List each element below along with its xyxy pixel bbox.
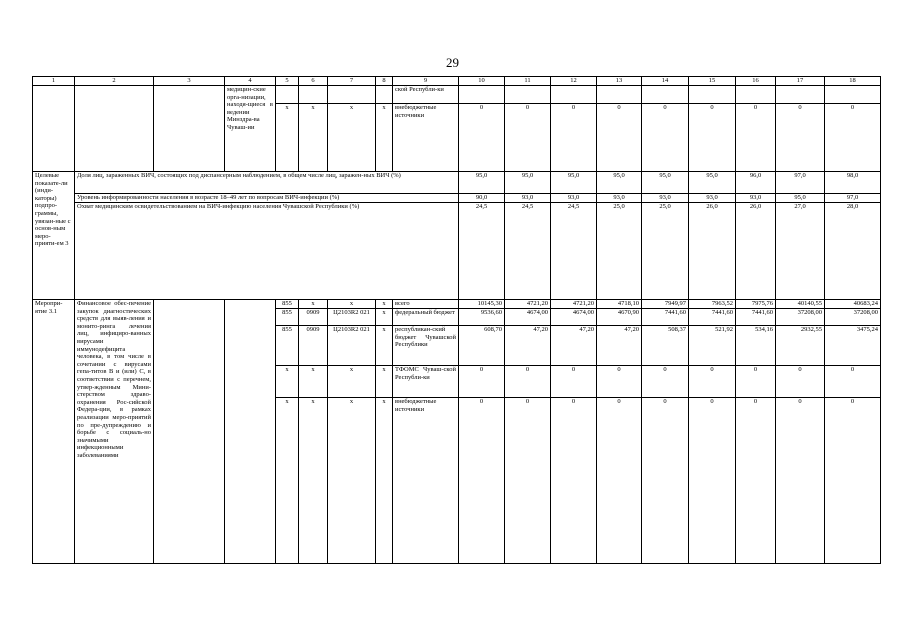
column-number-2: 2 — [75, 77, 154, 86]
value-cell: 0 — [505, 104, 551, 172]
value-cell: 47,20 — [505, 326, 551, 366]
value-cell: 0 — [825, 398, 881, 564]
col6-cell: x — [299, 398, 328, 564]
value-cell: 4721,20 — [551, 300, 597, 309]
value-cell: 0 — [736, 398, 776, 564]
value-cell: 0 — [689, 398, 736, 564]
value-cell: 26,0 — [736, 203, 776, 300]
value-cell: 95,0 — [551, 172, 597, 194]
funding-source: всего — [393, 300, 459, 309]
value-cell: 40683,24 — [825, 300, 881, 309]
value-cell: 0 — [825, 104, 881, 172]
indicator-text: Охват медицинским освидетельствованием на ВИЧ-инфекцию населения Чувашской Республики (%) — [75, 203, 459, 300]
measure-label: Меропри-ятие 3.1 — [33, 300, 75, 564]
col5-cell: x — [276, 398, 299, 564]
value-cell: 95,0 — [776, 194, 825, 203]
col5-cell: 855 — [276, 309, 299, 326]
column-number-5: 5 — [276, 77, 299, 86]
column-number-4: 4 — [225, 77, 276, 86]
indicator-text: Уровень информированности населения в возрасте 18–49 лет по вопросам ВИЧ-инфекции (%) — [75, 194, 459, 203]
value-cell: 508,37 — [642, 326, 689, 366]
value-cell: 90,0 — [459, 194, 505, 203]
funding-source: республикан-ский бюджет Чувашской Республики — [393, 326, 459, 366]
value-cell: 0 — [776, 104, 825, 172]
col5-cell: 855 — [276, 326, 299, 366]
value-cell: 93,0 — [597, 194, 642, 203]
col7-cell: Ц2103R2 021 — [328, 309, 376, 326]
organization-cell: медицин-ские орга-низации, находя-щиеся в ведении Минздра-ва Чуваш-ии — [225, 86, 276, 172]
column-number-16: 16 — [736, 77, 776, 86]
value-cell: 3475,24 — [825, 326, 881, 366]
value-cell: 9536,60 — [459, 309, 505, 326]
col8-cell: x — [376, 398, 393, 564]
col5-cell: x — [276, 104, 299, 172]
funding-source: ской Республи-ки — [393, 86, 459, 104]
col8-cell: x — [376, 326, 393, 366]
value-cell: 4670,90 — [597, 309, 642, 326]
funding-source: внебюджетные источники — [393, 104, 459, 172]
value-cell: 0 — [597, 366, 642, 398]
value-cell: 0 — [459, 104, 505, 172]
value-cell: 24,5 — [551, 203, 597, 300]
indicators-label: Целевые показате-ли (инди-каторы) подпро-граммы, увязан-ные с основ-ным меро-прияти-ем 3 — [33, 172, 75, 300]
column-number-11: 11 — [505, 77, 551, 86]
col6-cell: x — [299, 300, 328, 309]
value-cell: 0 — [551, 398, 597, 564]
value-cell: 7963,52 — [689, 300, 736, 309]
value-cell: 0 — [776, 366, 825, 398]
value-cell: 0 — [776, 398, 825, 564]
value-cell: 93,0 — [505, 194, 551, 203]
column-number-8: 8 — [376, 77, 393, 86]
value-cell: 0 — [505, 366, 551, 398]
value-cell: 95,0 — [689, 172, 736, 194]
column-number-15: 15 — [689, 77, 736, 86]
value-cell: 7441,60 — [736, 309, 776, 326]
col7-cell: x — [328, 366, 376, 398]
value-cell: 24,5 — [459, 203, 505, 300]
header-row — [33, 77, 881, 86]
value-cell: 98,0 — [825, 172, 881, 194]
value-cell: 10145,30 — [459, 300, 505, 309]
col5-cell: 855 — [276, 300, 299, 309]
value-cell: 0 — [597, 104, 642, 172]
column-number-1: 1 — [33, 77, 75, 86]
column-number-10: 10 — [459, 77, 505, 86]
value-cell: 7975,76 — [736, 300, 776, 309]
value-cell: 95,0 — [505, 172, 551, 194]
value-cell: 95,0 — [642, 172, 689, 194]
value-cell: 0 — [551, 104, 597, 172]
measure-row — [33, 300, 881, 309]
value-cell: 47,20 — [597, 326, 642, 366]
column-number-3: 3 — [154, 77, 225, 86]
col7-cell: x — [328, 300, 376, 309]
column-number-12: 12 — [551, 77, 597, 86]
value-cell: 7441,60 — [642, 309, 689, 326]
value-cell: 97,0 — [776, 172, 825, 194]
value-cell: 0 — [597, 398, 642, 564]
col7-cell: x — [328, 398, 376, 564]
value-cell: 0 — [505, 398, 551, 564]
value-cell: 0 — [689, 104, 736, 172]
value-cell: 93,0 — [736, 194, 776, 203]
page-number: 29 — [446, 55, 459, 70]
value-cell: 7441,60 — [689, 309, 736, 326]
value-cell: 0 — [642, 104, 689, 172]
value-cell: 25,0 — [597, 203, 642, 300]
value-cell: 93,0 — [551, 194, 597, 203]
col8-cell: x — [376, 366, 393, 398]
column-number-14: 14 — [642, 77, 689, 86]
table-row — [33, 86, 881, 104]
value-cell: 0 — [551, 366, 597, 398]
value-cell: 40140,55 — [776, 300, 825, 309]
value-cell: 2932,55 — [776, 326, 825, 366]
indicator-text: Доля лиц, зараженных ВИЧ, состоящих под диспансерным наблюдением, в общем числе лиц, заражен-ных ВИЧ (%) — [75, 172, 459, 194]
value-cell: 4674,00 — [551, 309, 597, 326]
value-cell: 608,70 — [459, 326, 505, 366]
col5-cell: x — [276, 366, 299, 398]
value-cell: 93,0 — [689, 194, 736, 203]
col6-cell: x — [299, 366, 328, 398]
value-cell: 37208,00 — [776, 309, 825, 326]
value-cell: 24,5 — [505, 203, 551, 300]
value-cell: 4674,00 — [505, 309, 551, 326]
col6-cell: 0909 — [299, 326, 328, 366]
column-number-13: 13 — [597, 77, 642, 86]
value-cell: 93,0 — [642, 194, 689, 203]
value-cell: 0 — [642, 398, 689, 564]
value-cell: 28,0 — [825, 203, 881, 300]
value-cell: 4718,10 — [597, 300, 642, 309]
value-cell: 96,0 — [736, 172, 776, 194]
column-number-9: 9 — [393, 77, 459, 86]
funding-source: ТФОМС Чуваш-ской Республи-ки — [393, 366, 459, 398]
value-cell: 7949,97 — [642, 300, 689, 309]
value-cell: 25,0 — [642, 203, 689, 300]
program-table — [32, 76, 881, 564]
column-number-17: 17 — [776, 77, 825, 86]
value-cell: 47,20 — [551, 326, 597, 366]
value-cell: 0 — [459, 366, 505, 398]
value-cell: 37208,00 — [825, 309, 881, 326]
column-number-18: 18 — [825, 77, 881, 86]
value-cell: 0 — [689, 366, 736, 398]
col6-cell: 0909 — [299, 309, 328, 326]
col8-cell: x — [376, 300, 393, 309]
indicator-row — [33, 203, 881, 300]
funding-source: внебюджетные источники — [393, 398, 459, 564]
value-cell: 0 — [459, 398, 505, 564]
value-cell: 95,0 — [459, 172, 505, 194]
value-cell: 0 — [825, 366, 881, 398]
col8-cell: x — [376, 104, 393, 172]
col8-cell: x — [376, 309, 393, 326]
value-cell: 26,0 — [689, 203, 736, 300]
column-number-6: 6 — [299, 77, 328, 86]
value-cell: 0 — [736, 366, 776, 398]
col6-cell: x — [299, 104, 328, 172]
funding-source: федеральный бюджет — [393, 309, 459, 326]
value-cell: 27,0 — [776, 203, 825, 300]
value-cell: 95,0 — [597, 172, 642, 194]
indicator-row — [33, 172, 881, 194]
column-number-7: 7 — [328, 77, 376, 86]
col7-cell: Ц2103R2 021 — [328, 326, 376, 366]
value-cell: 4721,20 — [505, 300, 551, 309]
col7-cell: x — [328, 104, 376, 172]
value-cell: 534,16 — [736, 326, 776, 366]
value-cell: 521,92 — [689, 326, 736, 366]
value-cell: 0 — [642, 366, 689, 398]
indicator-row — [33, 194, 881, 203]
value-cell: 97,0 — [825, 194, 881, 203]
value-cell: 0 — [736, 104, 776, 172]
measure-description: Финансовое обес-печение закупок диагностических средств для выяв-ления и монито-ринга лечения лиц, инфициро-ванных вирусами иммунодефицита человека, в том числе в сочетании с вирусами гепа-титов B и (или) C, в соответствии с перечнем, утвер-жденным Мини-стерством здраво-охранения Рос-сийской Федера-ции, в рамках реализации меро-приятий по пре-дупреждению и борьбе с социаль-но значимыми инфекционными заболеваниями — [75, 300, 154, 564]
